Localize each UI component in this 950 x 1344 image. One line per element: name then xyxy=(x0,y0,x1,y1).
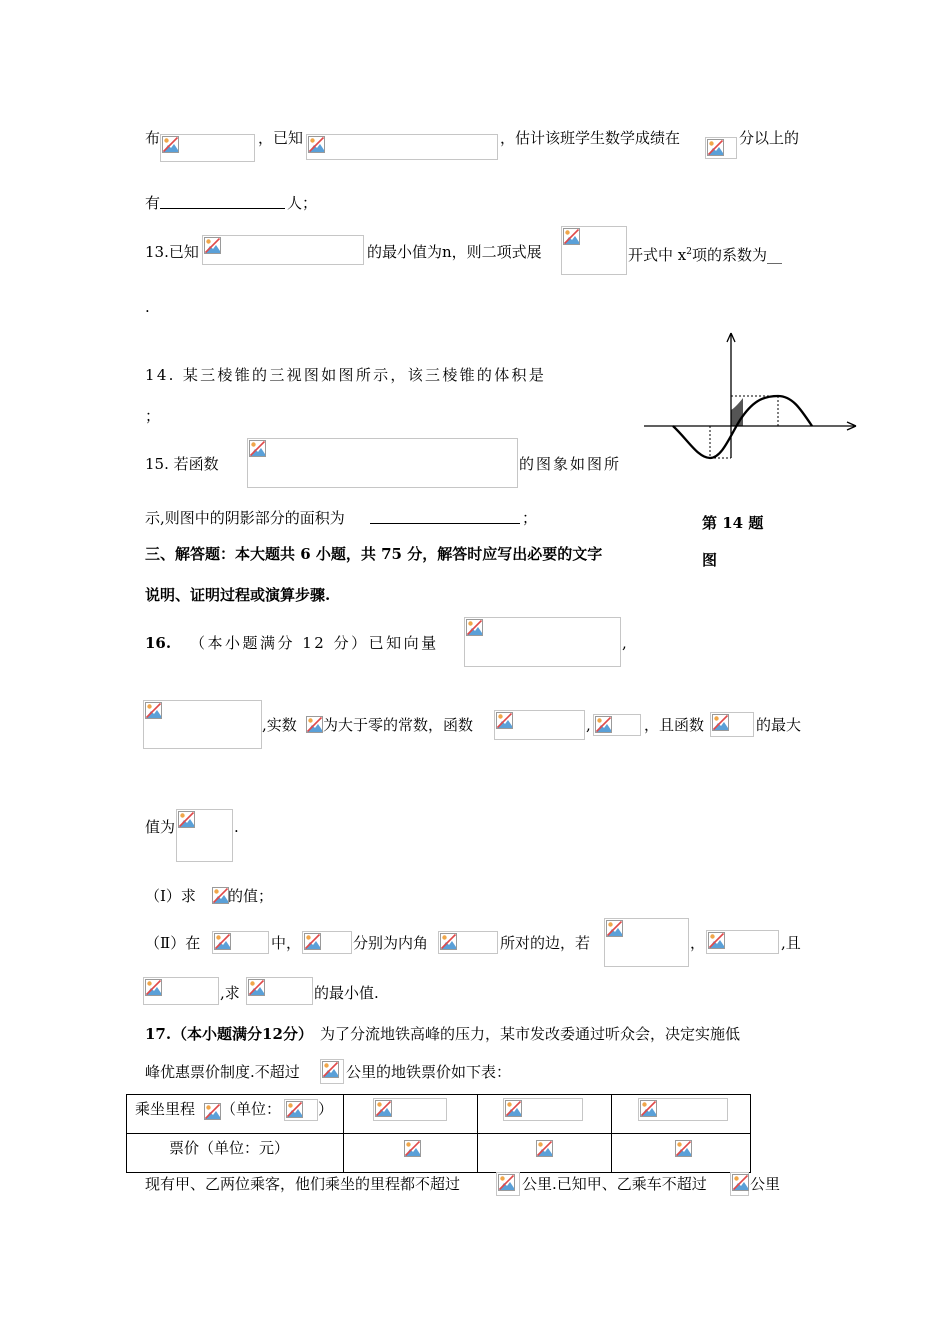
formula-image xyxy=(212,931,269,954)
broken-image-icon xyxy=(466,619,483,636)
question-14-text: 14. 某三棱锥的三视图如图所示，该三棱锥的体积是 xyxy=(145,366,547,384)
formula-image xyxy=(503,1098,583,1121)
formula-image xyxy=(143,700,262,749)
broken-image-icon xyxy=(248,979,265,996)
formula-image xyxy=(593,714,641,736)
broken-image-icon xyxy=(640,1100,657,1117)
text-fragment: ，且函数 xyxy=(644,716,705,734)
text-fragment: 开式中 $x^2$项的系数为__ xyxy=(628,246,782,264)
section-heading: 三、解答题：本大题共 6 小题，共 75 分，解答时应写出必要的文字 xyxy=(145,545,603,563)
text-fragment: 中， xyxy=(271,934,302,952)
formula-image xyxy=(710,712,754,737)
formula-image xyxy=(604,918,689,967)
text-fragment: 公里的地铁票价如下表： xyxy=(346,1063,512,1081)
figure-caption: 第 14 题 xyxy=(702,514,764,532)
formula-image xyxy=(730,1172,749,1196)
table-cell xyxy=(478,1095,612,1134)
formula-image xyxy=(464,617,621,667)
table-cell xyxy=(127,1134,344,1173)
sine-graph-figure xyxy=(640,328,870,468)
broken-image-icon xyxy=(249,440,266,457)
fare-table xyxy=(126,1094,751,1173)
table-label: ） xyxy=(318,1100,334,1118)
text-fragment: 公里 xyxy=(750,1175,781,1193)
text-fragment: 的值； xyxy=(228,887,274,905)
broken-image-icon xyxy=(306,716,323,733)
text-fragment: 公里.已知甲、乙乘车不超过 xyxy=(522,1175,707,1193)
shaded-region xyxy=(731,398,743,426)
text-fragment: （Ⅰ）求 xyxy=(145,887,196,905)
text-fragment: ； xyxy=(522,509,538,527)
text-fragment: ,且 xyxy=(781,934,801,952)
formula-image xyxy=(373,1098,447,1121)
text-fragment: 现有甲、乙两位乘客，他们乘坐的里程都不超过 xyxy=(145,1175,461,1193)
text-fragment: 有 xyxy=(145,194,161,212)
formula-image xyxy=(284,1099,318,1121)
formula-image xyxy=(403,1138,421,1158)
text-fragment: 为大于零的常数，函数 xyxy=(323,716,474,734)
broken-image-icon xyxy=(440,933,457,950)
broken-image-icon xyxy=(536,1140,553,1157)
broken-image-icon xyxy=(675,1140,692,1157)
broken-image-icon xyxy=(178,811,195,828)
formula-image xyxy=(202,235,364,265)
text-fragment: 为了分流地铁高峰的压力，某市发改委通过听众会，决定实施低 xyxy=(320,1025,741,1043)
broken-image-icon xyxy=(505,1100,522,1117)
formula-image xyxy=(438,931,498,954)
text-fragment: 所对的边，若 xyxy=(500,934,591,952)
text-fragment: ，估计该班学生数学成绩在 xyxy=(500,129,681,147)
question-17-header: （本小题满分12分） xyxy=(172,1025,313,1043)
formula-image xyxy=(494,710,585,740)
table-cell xyxy=(344,1134,478,1173)
broken-image-icon xyxy=(712,714,729,731)
broken-image-icon xyxy=(322,1061,339,1078)
formula-image xyxy=(320,1059,344,1084)
figure-caption: 图 xyxy=(702,551,718,569)
text-fragment: 示,则图中的阴影部分的面积为 xyxy=(145,509,345,527)
text-fragment: 的图象如图所 xyxy=(519,455,622,473)
text-fragment: 峰优惠票价制度.不超过 xyxy=(145,1063,300,1081)
broken-image-icon xyxy=(563,228,580,245)
broken-image-icon xyxy=(214,933,231,950)
text-fragment: 的最小值为n，则二项式展 xyxy=(367,243,542,261)
broken-image-icon xyxy=(498,1174,515,1191)
formula-image xyxy=(705,137,737,159)
formula-image xyxy=(496,1172,520,1196)
broken-image-icon xyxy=(606,920,623,937)
broken-image-icon xyxy=(212,887,229,904)
question-16-number: 16. xyxy=(145,634,172,652)
text-fragment: 分以上的 xyxy=(739,129,800,147)
broken-image-icon xyxy=(162,136,179,153)
broken-image-icon xyxy=(304,933,321,950)
formula-image xyxy=(302,931,352,954)
formula-image xyxy=(176,809,233,862)
table-cell xyxy=(612,1134,751,1173)
table-cell xyxy=(478,1134,612,1173)
text-fragment: 值为 xyxy=(145,818,176,836)
formula-image xyxy=(306,134,498,160)
text-fragment: 的最大 xyxy=(756,716,802,734)
table-cell xyxy=(127,1095,344,1134)
table-label: （单位： xyxy=(221,1100,282,1118)
section-heading: 说明、证明过程或演算步骤. xyxy=(145,586,331,604)
broken-image-icon xyxy=(732,1174,749,1191)
text-fragment: 的最小值. xyxy=(314,984,379,1002)
text-fragment: 布 xyxy=(145,129,161,147)
broken-image-icon xyxy=(308,136,325,153)
text-fragment: ，已知 xyxy=(258,129,304,147)
text-fragment: ， xyxy=(690,934,706,952)
formula-image xyxy=(674,1138,692,1158)
broken-image-icon xyxy=(708,932,725,949)
answer-blank xyxy=(160,208,285,209)
formula-image xyxy=(160,134,255,162)
text-fragment: 人； xyxy=(287,194,318,212)
formula-image xyxy=(535,1138,553,1158)
broken-image-icon xyxy=(204,1103,221,1120)
answer-blank xyxy=(370,523,520,524)
text-fragment: , xyxy=(622,634,627,652)
table-row xyxy=(127,1134,751,1173)
text-fragment: ,求 xyxy=(220,984,240,1002)
text-fragment: ； xyxy=(145,407,161,425)
question-16-header: （本小题满分 12 分）已知向量 xyxy=(190,634,439,652)
formula-image xyxy=(706,930,779,954)
formula-image xyxy=(143,977,219,1005)
text-fragment: . xyxy=(234,818,239,836)
broken-image-icon xyxy=(145,979,162,996)
formula-image xyxy=(561,226,627,275)
formula-image xyxy=(246,977,313,1005)
broken-image-icon xyxy=(404,1140,421,1157)
broken-image-icon xyxy=(707,139,724,156)
text-fragment: 分别为内角 xyxy=(353,934,429,952)
formula-image xyxy=(305,714,323,736)
table-cell xyxy=(612,1095,751,1134)
text-fragment: , xyxy=(586,716,591,734)
table-row xyxy=(127,1095,751,1134)
formula-image xyxy=(203,1101,221,1121)
broken-image-icon xyxy=(496,712,513,729)
table-label: 票价（单位：元） xyxy=(169,1139,290,1157)
broken-image-icon xyxy=(145,702,162,719)
broken-image-icon xyxy=(375,1100,392,1117)
formula-image xyxy=(211,885,229,907)
formula-image xyxy=(247,438,518,488)
broken-image-icon xyxy=(595,716,612,733)
table-label: 乘坐里程 xyxy=(135,1100,196,1118)
question-13-label: 13.已知 xyxy=(145,243,199,261)
text-fragment: . xyxy=(145,298,150,316)
text-fragment: （Ⅱ）在 xyxy=(145,934,201,952)
question-17-number: 17. xyxy=(145,1025,172,1043)
broken-image-icon xyxy=(204,237,221,254)
broken-image-icon xyxy=(286,1101,303,1118)
table-cell xyxy=(344,1095,478,1134)
formula-image xyxy=(638,1098,728,1121)
text-fragment: ,实数 xyxy=(262,716,297,734)
question-15-label: 15. 若函数 xyxy=(145,455,219,473)
